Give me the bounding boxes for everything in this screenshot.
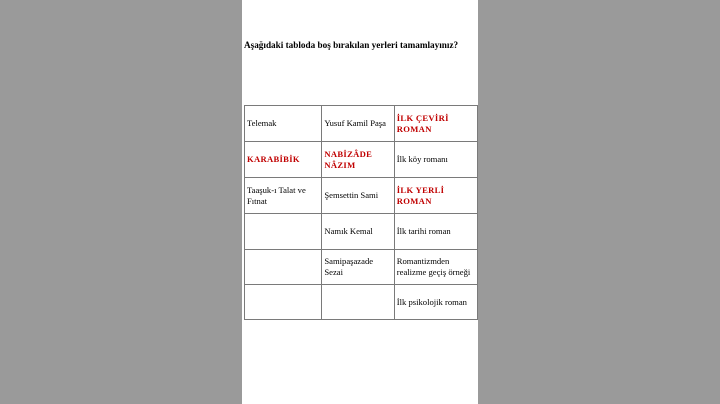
table-row [245,106,478,142]
answer-cell: İLK ÇEVİRİ ROMAN [394,106,477,142]
table-row [245,214,478,250]
empty-cell [245,285,322,320]
quiz-table [244,105,478,320]
answer-cell: NABİZÂDE NÂZIM [322,142,394,178]
table-cell: Şemsettin Sami [322,178,394,214]
table-row [245,250,478,285]
answer-cell: İLK YERLİ ROMAN [394,178,477,214]
table-cell: İlk tarihi roman [394,214,477,250]
table-row [245,178,478,214]
empty-cell [322,285,394,320]
table-cell: Namık Kemal [322,214,394,250]
table-cell: Taaşuk-ı Talat ve Fıtnat [245,178,322,214]
table-cell: İlk köy romanı [394,142,477,178]
table-cell: Telemak [245,106,322,142]
document-page [242,0,478,404]
empty-cell [245,250,322,285]
right-letterbox [478,0,720,404]
answer-cell: KARABİBİK [245,142,322,178]
table-cell: Samipaşazade Sezai [322,250,394,285]
left-letterbox [0,0,242,404]
table-cell: İlk psikolojik roman [394,285,477,320]
table-row [245,285,478,320]
table-row [245,142,478,178]
table-cell: Yusuf Kamil Paşa [322,106,394,142]
question-text: Aşağıdaki tabloda boş bırakılan yerleri tamamlayınız? [244,40,459,50]
table-cell: Romantizmden realizme geçiş örneği [394,250,477,285]
empty-cell [245,214,322,250]
